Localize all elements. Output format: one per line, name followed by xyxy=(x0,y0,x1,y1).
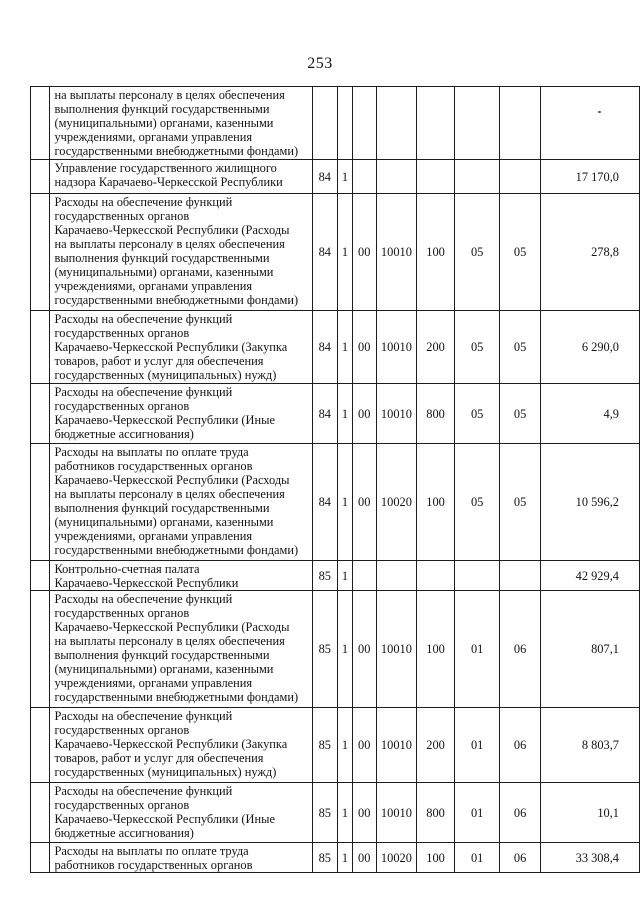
dept-code-cell: 84 xyxy=(312,194,337,311)
subsection-cell: 06 xyxy=(500,843,540,873)
program-cell xyxy=(337,87,352,160)
direction-code-cell xyxy=(376,561,417,591)
program-cell: 1 xyxy=(337,591,352,708)
amount-cell: 33 308,4 xyxy=(540,843,639,873)
description-cell: Расходы на обеспечение функций государственных органов Карачаево-Черкесской Республики (Расходы на выплаты персоналу в целях обеспечения выполнения функций государственными (муниципальными) органами, казенными учреждениями, органами управления государственными внебюджетными фондами) xyxy=(50,194,312,311)
table-row xyxy=(31,708,640,783)
section-cell: 01 xyxy=(454,843,500,873)
subsection-cell: 05 xyxy=(500,311,540,384)
dept-code-cell: 85 xyxy=(312,561,337,591)
program-cell: 1 xyxy=(337,160,352,194)
description-cell: на выплаты персоналу в целях обеспечения выполнения функций государственными (муниципальными) органами, казенными учреждениями, органами управления государственными внебюджетными фондами) xyxy=(50,87,312,160)
subsection-cell xyxy=(500,561,540,591)
budget-table xyxy=(30,86,640,873)
direction-code-cell: 10010 xyxy=(376,591,417,708)
amount-cell: 4,9 xyxy=(540,384,639,444)
row-number-cell xyxy=(31,444,50,561)
row-number-cell xyxy=(31,160,50,194)
subprogram-cell: 00 xyxy=(352,311,376,384)
expense-type-cell: 800 xyxy=(417,783,455,843)
description-cell: Расходы на обеспечение функций государственных органов Карачаево-Черкесской Республики (Иные бюджетные ассигнования) xyxy=(50,384,312,444)
section-cell: 05 xyxy=(454,194,500,311)
subprogram-cell: 00 xyxy=(352,591,376,708)
dept-code-cell: 84 xyxy=(312,384,337,444)
section-cell: 01 xyxy=(454,783,500,843)
amount-cell xyxy=(540,87,639,160)
expense-type-cell xyxy=(417,87,455,160)
direction-code-cell xyxy=(376,87,417,160)
program-cell: 1 xyxy=(337,783,352,843)
dept-code-cell: 84 xyxy=(312,160,337,194)
program-cell: 1 xyxy=(337,843,352,873)
dept-code-cell: 85 xyxy=(312,708,337,783)
direction-code-cell: 10010 xyxy=(376,384,417,444)
expense-type-cell xyxy=(417,160,455,194)
description-cell: Контрольно-счетная палата Карачаево-Черкесской Республики xyxy=(50,561,312,591)
program-cell: 1 xyxy=(337,444,352,561)
subprogram-cell: 00 xyxy=(352,843,376,873)
dept-code-cell: 85 xyxy=(312,783,337,843)
table-row xyxy=(31,87,640,160)
amount-cell: 10 596,2 xyxy=(540,444,639,561)
subsection-cell: 05 xyxy=(500,194,540,311)
page-number: 253 xyxy=(307,55,333,72)
direction-code-cell: 10020 xyxy=(376,444,417,561)
direction-code-cell: 10010 xyxy=(376,311,417,384)
description-cell: Расходы на обеспечение функций государственных органов Карачаево-Черкесской Республики (Иные бюджетные ассигнования) xyxy=(50,783,312,843)
row-number-cell xyxy=(31,591,50,708)
row-number-cell xyxy=(31,87,50,160)
section-cell xyxy=(454,160,500,194)
row-number-cell xyxy=(31,843,50,873)
expense-type-cell: 100 xyxy=(417,194,455,311)
description-cell: Расходы на выплаты по оплате труда работников государственных органов Карачаево-Черкесской Республики (Расходы на выплаты персоналу в целях обеспечения выполнения функций государственными (муниципальными) органами, казенными учреждениями, органами управления государственными внебюджетными фондами) xyxy=(50,444,312,561)
expense-type-cell xyxy=(417,561,455,591)
row-number-cell xyxy=(31,311,50,384)
program-cell: 1 xyxy=(337,708,352,783)
subprogram-cell xyxy=(352,87,376,160)
subsection-cell xyxy=(500,160,540,194)
amount-cell: 6 290,0 xyxy=(540,311,639,384)
subsection-cell: 06 xyxy=(500,708,540,783)
expense-type-cell: 800 xyxy=(417,384,455,444)
dept-code-cell: 84 xyxy=(312,311,337,384)
table-row xyxy=(31,384,640,444)
amount-cell: 8 803,7 xyxy=(540,708,639,783)
program-cell: 1 xyxy=(337,384,352,444)
table-row xyxy=(31,444,640,561)
description-cell: Расходы на обеспечение функций государственных органов Карачаево-Черкесской Республики (Закупка товаров, работ и услуг для обеспечения государственных (муниципальных) нужд) xyxy=(50,708,312,783)
amount-cell: 17 170,0 xyxy=(540,160,639,194)
description-cell: Расходы на обеспечение функций государственных органов Карачаево-Черкесской Республики (Расходы на выплаты персоналу в целях обеспечения выполнения функций государственными (муниципальными) органами, казенными учреждениями, органами управления государственными внебюджетными фондами) xyxy=(50,591,312,708)
subprogram-cell: 00 xyxy=(352,194,376,311)
row-number-cell xyxy=(31,384,50,444)
direction-code-cell: 10010 xyxy=(376,708,417,783)
section-cell: 01 xyxy=(454,591,500,708)
subprogram-cell xyxy=(352,160,376,194)
table-row xyxy=(31,783,640,843)
row-number-cell xyxy=(31,561,50,591)
expense-type-cell: 100 xyxy=(417,591,455,708)
amount-cell: 278,8 xyxy=(540,194,639,311)
description-cell: Расходы на обеспечение функций государственных органов Карачаево-Черкесской Республики (Закупка товаров, работ и услуг для обеспечения государственных (муниципальных) нужд) xyxy=(50,311,312,384)
table-row xyxy=(31,160,640,194)
section-cell: 05 xyxy=(454,384,500,444)
section-cell xyxy=(454,87,500,160)
description-cell: Расходы на выплаты по оплате труда работников государственных органов xyxy=(50,843,312,873)
dept-code-cell: 85 xyxy=(312,843,337,873)
dept-code-cell xyxy=(312,87,337,160)
row-number-cell xyxy=(31,708,50,783)
table-row xyxy=(31,561,640,591)
table-row xyxy=(31,591,640,708)
section-cell: 05 xyxy=(454,444,500,561)
description-cell: Управление государственного жилищного надзора Карачаево-Черкесской Республики xyxy=(50,160,312,194)
section-cell: 05 xyxy=(454,311,500,384)
expense-type-cell: 100 xyxy=(417,843,455,873)
direction-code-cell: 10020 xyxy=(376,843,417,873)
expense-type-cell: 200 xyxy=(417,708,455,783)
amount-cell: 807,1 xyxy=(540,591,639,708)
expense-type-cell: 100 xyxy=(417,444,455,561)
subsection-cell: 05 xyxy=(500,384,540,444)
amount-cell: 10,1 xyxy=(540,783,639,843)
direction-code-cell xyxy=(376,160,417,194)
dept-code-cell: 84 xyxy=(312,444,337,561)
row-number-cell xyxy=(31,194,50,311)
subprogram-cell xyxy=(352,561,376,591)
program-cell: 1 xyxy=(337,561,352,591)
row-number-cell xyxy=(31,783,50,843)
budget-table-body xyxy=(31,87,640,873)
subsection-cell: 06 xyxy=(500,591,540,708)
table-row xyxy=(31,194,640,311)
table-row xyxy=(31,843,640,873)
direction-code-cell: 10010 xyxy=(376,783,417,843)
section-cell: 01 xyxy=(454,708,500,783)
expense-type-cell: 200 xyxy=(417,311,455,384)
subprogram-cell: 00 xyxy=(352,783,376,843)
subsection-cell xyxy=(500,87,540,160)
amount-cell: 42 929,4 xyxy=(540,561,639,591)
dept-code-cell: 85 xyxy=(312,591,337,708)
subsection-cell: 06 xyxy=(500,783,540,843)
subprogram-cell: 00 xyxy=(352,384,376,444)
program-cell: 1 xyxy=(337,311,352,384)
table-row xyxy=(31,311,640,384)
subsection-cell: 05 xyxy=(500,444,540,561)
program-cell: 1 xyxy=(337,194,352,311)
section-cell xyxy=(454,561,500,591)
direction-code-cell: 10010 xyxy=(376,194,417,311)
scan-speck xyxy=(598,111,601,113)
subprogram-cell: 00 xyxy=(352,444,376,561)
subprogram-cell: 00 xyxy=(352,708,376,783)
